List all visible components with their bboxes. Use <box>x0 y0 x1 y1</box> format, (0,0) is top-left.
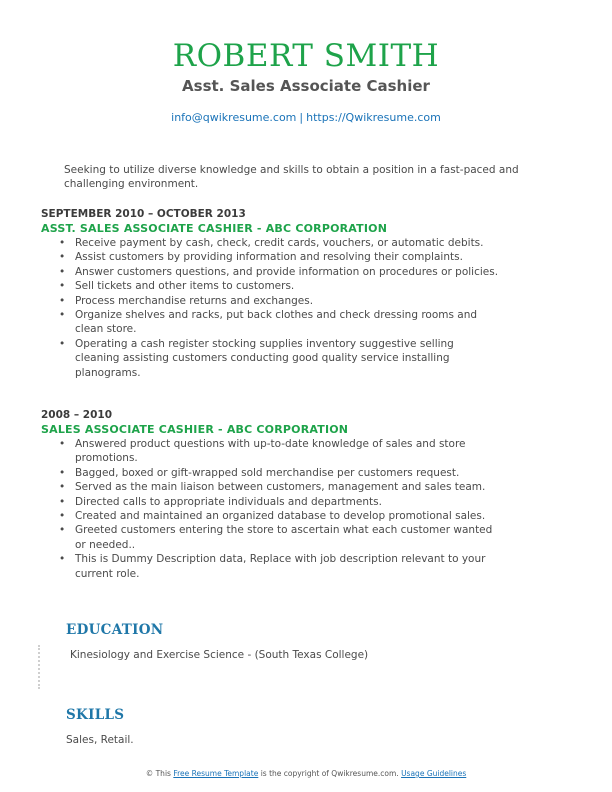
experience-entry-2 <box>41 408 501 581</box>
list-item: • Bagged, boxed or gift-wrapped sold merchandise per customers request. <box>75 466 501 480</box>
list-item: • Created and maintained an organized database to develop promotional sales. <box>75 509 501 523</box>
contact-separator: | <box>299 111 304 124</box>
list-item: • Assist customers by providing information and resolving their complaints. <box>75 250 501 264</box>
list-item: • Operating a cash register stocking supplies inventory suggestive selling cleaning assisting customers conducting good quality service installing planograms. <box>75 337 501 380</box>
experience-role: SALES ASSOCIATE CASHIER - ABC CORPORATION <box>41 423 349 436</box>
list-item: • Process merchandise returns and exchanges. <box>75 294 501 308</box>
list-item: • Sell tickets and other items to customers. <box>75 279 501 293</box>
list-item: • This is Dummy Description data, Replace with job description relevant to your current role. <box>75 552 501 581</box>
job-title: Asst. Sales Associate Cashier <box>182 77 430 95</box>
list-item: • Directed calls to appropriate individuals and departments. <box>75 495 501 509</box>
skills-heading: SKILLS <box>66 707 125 723</box>
summary-text: Seeking to utilize diverse knowledge and skills to obtain a position in a fast-paced and challenging environment. <box>64 164 519 190</box>
experience-bullets <box>41 236 501 380</box>
experience-dates: SEPTEMBER 2010 – OCTOBER 2013 <box>41 208 246 220</box>
education-entry: Kinesiology and Exercise Science - (South Texas College) <box>70 649 369 661</box>
footer <box>0 769 612 778</box>
footer-prefix: © This <box>145 769 171 778</box>
list-item: • Receive payment by cash, check, credit cards, vouchers, or automatic debits. <box>75 236 501 250</box>
list-item: • Answer customers questions, and provide information on procedures or policies. <box>75 265 501 279</box>
section-divider <box>38 645 40 689</box>
experience-role: ASST. SALES ASSOCIATE CASHIER - ABC CORPORATION <box>41 222 388 235</box>
usage-guidelines-link[interactable]: Usage Guidelines <box>401 769 467 778</box>
list-item: • Greeted customers entering the store to ascertain what each customer wanted or needed.. <box>75 523 501 552</box>
skills-entry: Sales, Retail. <box>66 734 134 746</box>
list-item: • Served as the main liaison between customers, management and sales team. <box>75 480 501 494</box>
list-item: • Organize shelves and racks, put back clothes and check dressing rooms and clean store. <box>75 308 501 337</box>
email-link[interactable]: info@qwikresume.com <box>171 111 297 124</box>
website-link[interactable]: https://Qwikresume.com <box>306 111 441 124</box>
experience-entry-1 <box>41 207 501 380</box>
experience-dates: 2008 – 2010 <box>41 409 113 421</box>
contact-line <box>0 111 612 124</box>
footer-copyright: is the copyright of Qwikresume.com. <box>260 769 399 778</box>
list-item: • Answered product questions with up-to-date knowledge of sales and store promotions. <box>75 437 501 466</box>
education-heading: EDUCATION <box>66 622 164 638</box>
candidate-name: ROBERT SMITH <box>172 38 440 74</box>
experience-bullets <box>41 437 501 581</box>
free-resume-template-link[interactable]: Free Resume Template <box>173 769 259 778</box>
